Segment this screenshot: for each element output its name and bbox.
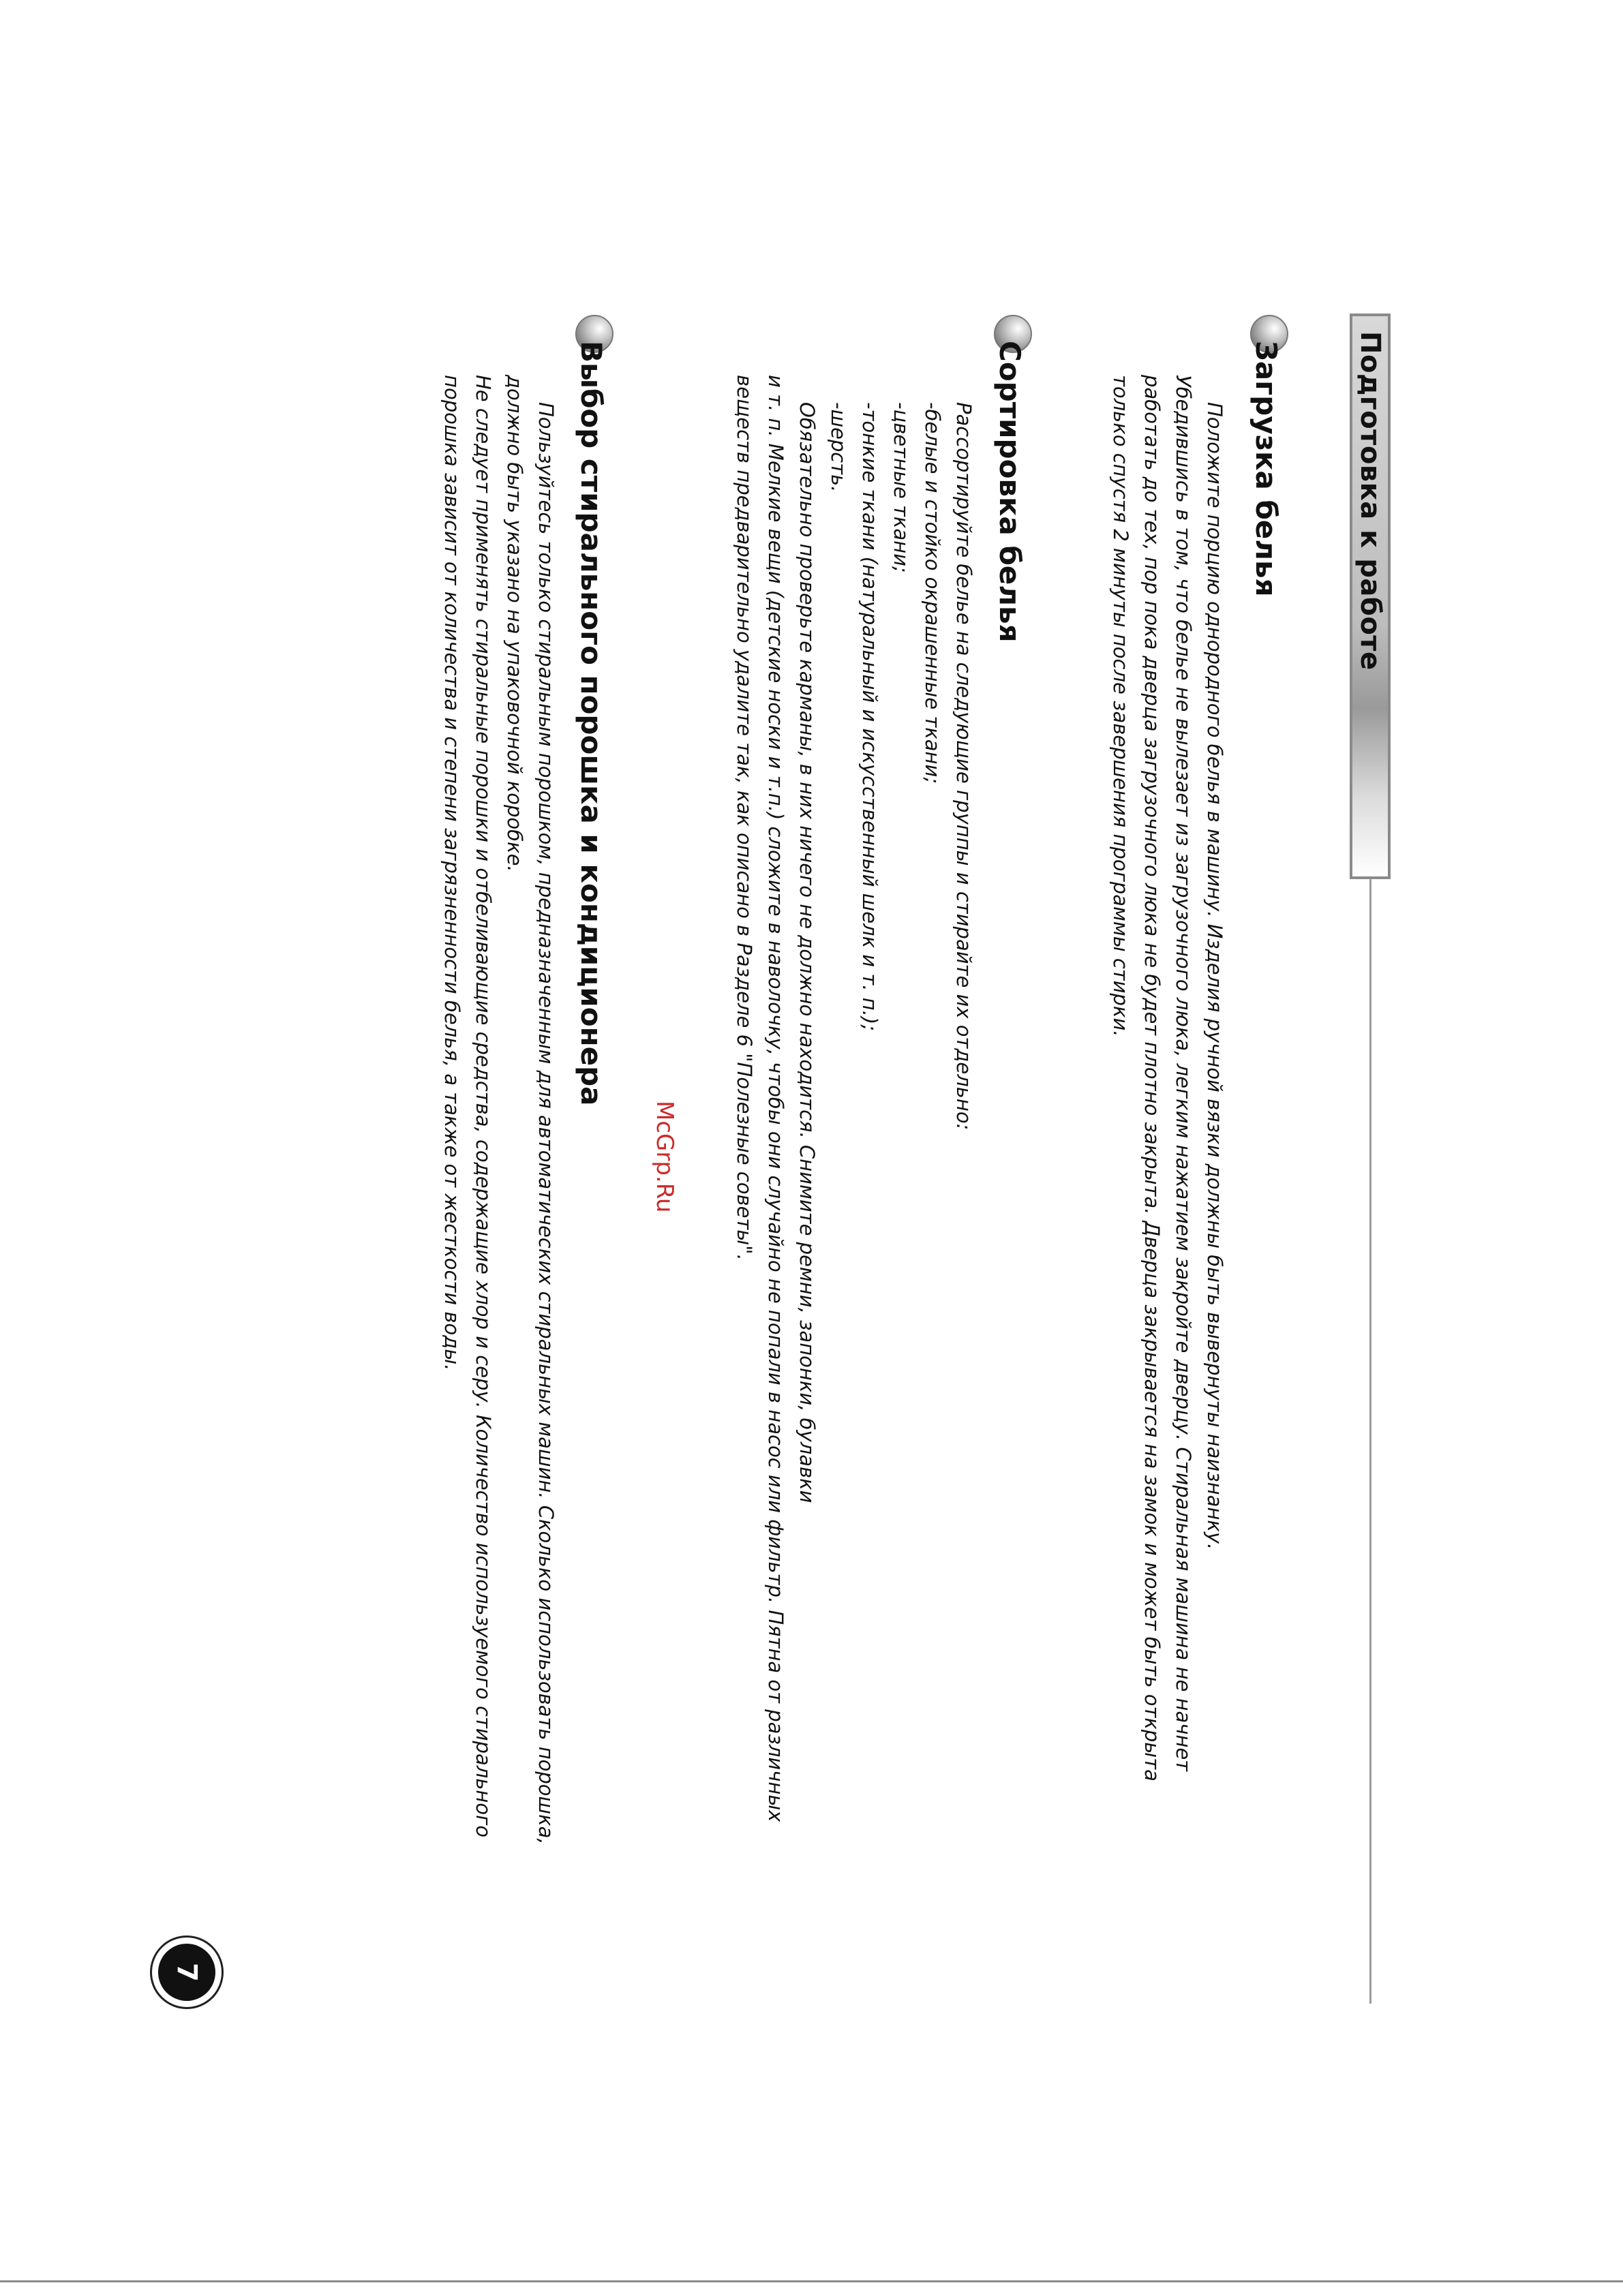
section-text-line: -белые и стойко окрашенные ткани;: [921, 402, 944, 784]
section-text-line: Обязательно проверьте карманы, в них ничего не должно находится. Снимите ремни, запонки, булавки: [795, 402, 819, 1503]
section-text-line: должно быть указано на упаковочной коробке.: [503, 375, 526, 872]
section-text-line: работать до тех, пор пока дверца загрузочного люка не будет плотно закрыта. Дверца закрывается на замок и может быть открыта: [1140, 375, 1164, 1781]
header-divider: [1369, 879, 1371, 2004]
section-text-line: Не следует применять стиральные порошки и отбеливающие средства, содержащие хлор и серу. Количество используемого стирального: [472, 375, 495, 1838]
rotated-page-content: [150, 313, 1391, 2024]
section-text-line: -цветные ткани;: [890, 402, 913, 573]
section-title-detergent: Выбор стирального порошка и кондиционера: [575, 341, 608, 1106]
section-text-line: Положите порцию однородного белья в машину. Изделия ручной вязки должны быть вывернуты наизнанку.: [1203, 402, 1226, 1550]
section-title-loading: Загрузка белья: [1249, 341, 1283, 597]
section-title-sorting: Сортировка белья: [993, 341, 1027, 643]
section-text-line: Пользуйтесь только стиральным порошком, предназначенным для автоматических стиральных машин. Сколько использовать порошка,: [534, 402, 558, 1845]
section-text-line: порошка зависит от количества и степени загрязненности белья, а также от жесткости воды.: [440, 375, 464, 1371]
section-text-line: только спустя 2 минуты после завершения программы стирки.: [1109, 375, 1132, 1037]
watermark: McGrp.Ru: [651, 1101, 678, 1213]
page-header: [1350, 313, 1391, 879]
section-text-line: -шерсть.: [827, 402, 850, 493]
section-text-line: веществ предварительно удалите так, как описано в Разделе 6 "Полезные советы".: [733, 375, 756, 1261]
page-number: 7: [158, 1944, 215, 2001]
page-number-badge: [150, 1935, 224, 2009]
section-text-line: и т. п. Мелкие вещи (детские носки и т.п.) сложите в наволочку, чтобы они случайно не попали в насос или фильтр. Пятна от различных: [764, 375, 787, 1822]
page-title: Подготовка к работе: [1354, 331, 1386, 671]
section-text-line: Убедившись в том, что белье не вылезает из загрузочного люка, легким нажатием закройте дверцу. Стиральная машина не начнет: [1172, 375, 1195, 1772]
section-text-line: -тонкие ткани (натуральный и искусственный шелк и т. п.);: [858, 402, 881, 1031]
section-text-line: Рассортируйте белье на следующие группы и стирайте их отдельно:: [952, 402, 975, 1131]
bottom-edge-line: [0, 2280, 1623, 2282]
